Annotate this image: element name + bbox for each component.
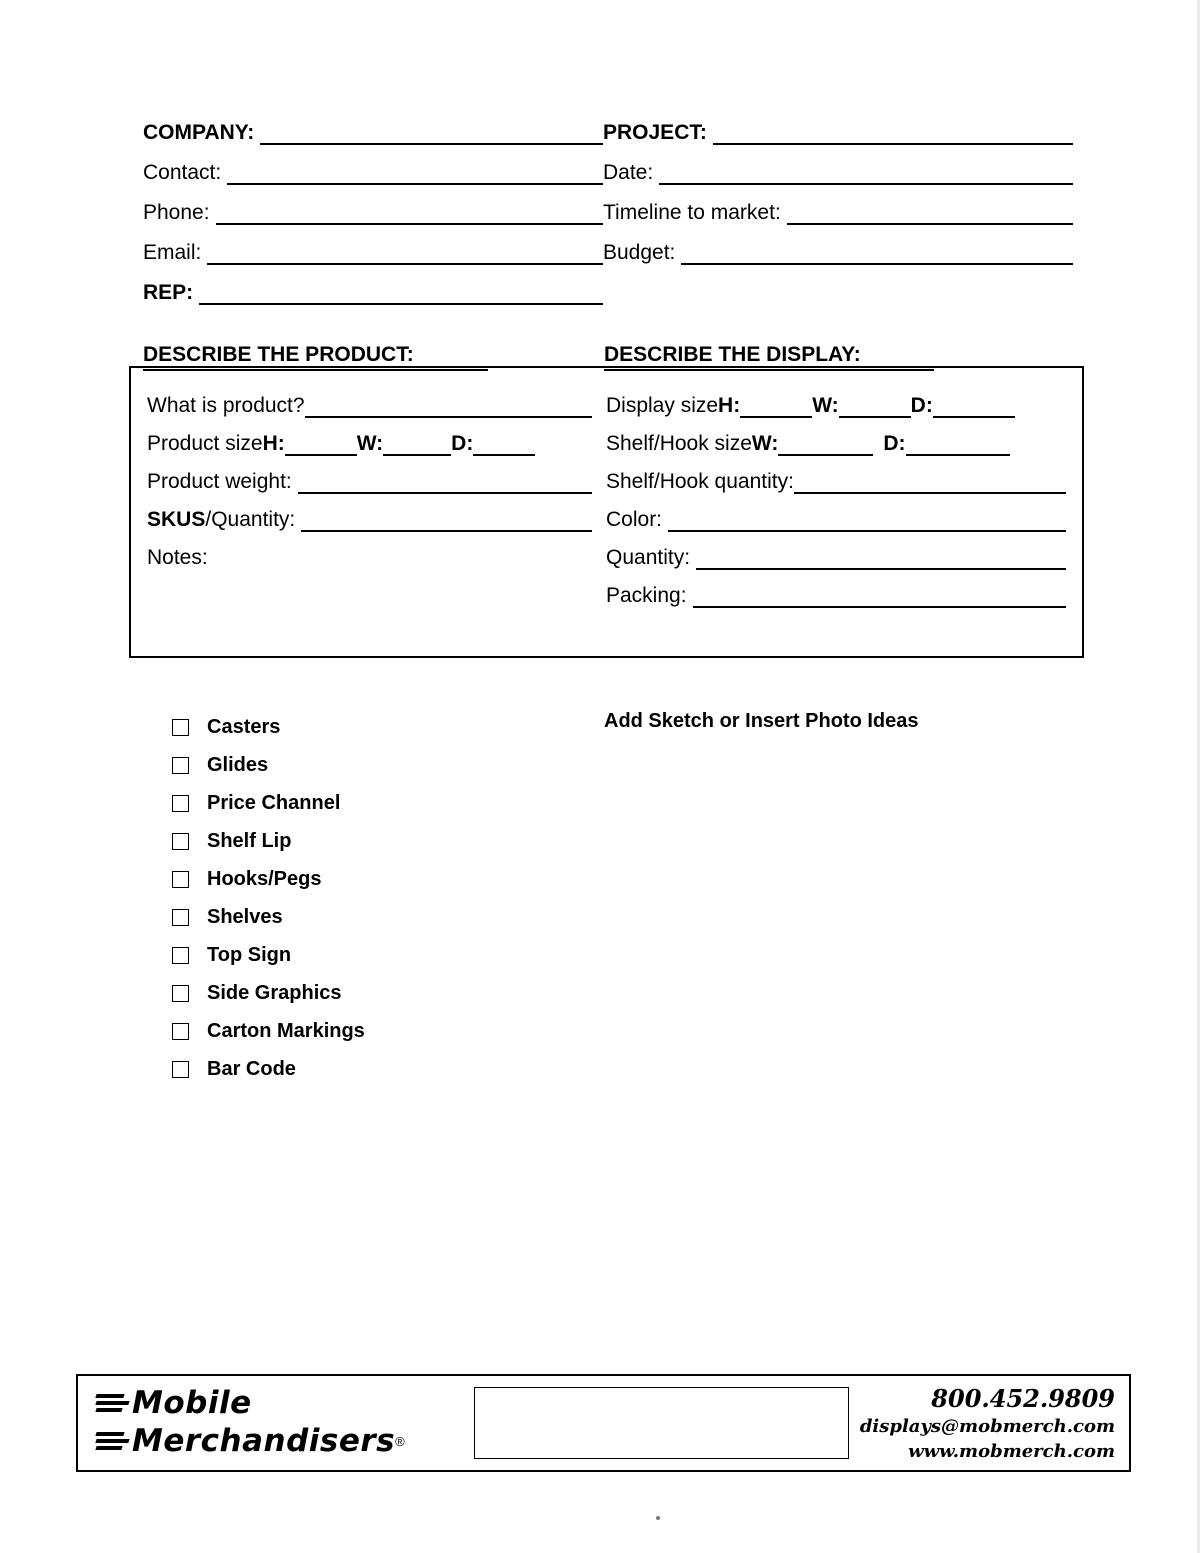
contact-input-line[interactable]: [227, 165, 603, 185]
timeline-input-line[interactable]: [787, 205, 1073, 225]
checklist-item-top-sign[interactable]: [172, 936, 502, 974]
display-size-d-label: D:: [910, 394, 933, 417]
date-input-line[interactable]: [659, 165, 1073, 185]
logo-line-1: [96, 1384, 486, 1422]
checklist-item-shelves[interactable]: [172, 898, 502, 936]
checklist-item-casters[interactable]: [172, 708, 502, 746]
describe-details-box: [129, 366, 1084, 658]
checklist-label: Shelves: [207, 905, 283, 928]
field-display-size: [606, 380, 1066, 418]
product-size-w-input-line[interactable]: [383, 437, 451, 456]
field-timeline: [603, 201, 1073, 225]
packing-label: Packing:: [606, 584, 687, 607]
footer-bar: [76, 1374, 1131, 1472]
display-size-h-label: H:: [718, 394, 741, 417]
field-rep: [143, 281, 603, 305]
checklist-item-side-graphics[interactable]: [172, 974, 502, 1012]
color-label: Color:: [606, 508, 663, 531]
checklist-label: Top Sign: [207, 943, 292, 966]
email-label: Email:: [143, 241, 202, 264]
checklist-item-bar-code[interactable]: [172, 1050, 502, 1088]
shelf-hook-w-input-line[interactable]: [778, 437, 873, 456]
rep-input-line[interactable]: [199, 285, 603, 305]
product-size-d-label: D:: [451, 432, 474, 455]
field-budget: [603, 241, 1073, 265]
skus-label: SKUS: [147, 508, 206, 531]
section-heading-describe-display: DESCRIBE THE DISPLAY:: [604, 343, 934, 371]
checkbox-icon[interactable]: [172, 947, 189, 964]
shelf-hook-w-label: W:: [751, 432, 779, 455]
field-company: [143, 121, 603, 145]
shelf-hook-quantity-input-line[interactable]: [794, 475, 1066, 494]
checkbox-icon[interactable]: [172, 1023, 189, 1040]
footer-email[interactable]: displays@mobmerch.com: [859, 1416, 1115, 1437]
checklist-label: Carton Markings: [207, 1019, 365, 1042]
checkbox-icon[interactable]: [172, 985, 189, 1002]
budget-input-line[interactable]: [681, 245, 1073, 265]
checklist-item-glides[interactable]: [172, 746, 502, 784]
field-email: [143, 241, 603, 265]
company-logo: [96, 1384, 486, 1464]
footer-blank-box[interactable]: [474, 1387, 849, 1459]
field-shelf-hook-size: [606, 418, 1066, 456]
product-weight-input-line[interactable]: [298, 475, 592, 494]
checkbox-icon[interactable]: [172, 719, 189, 736]
display-size-w-label: W:: [812, 394, 839, 417]
phone-input-line[interactable]: [216, 205, 603, 225]
rep-label: REP:: [143, 281, 194, 304]
display-size-d-input-line[interactable]: [933, 399, 1015, 418]
skus-quantity-input-line[interactable]: [301, 513, 592, 532]
field-skus-quantity: [147, 494, 592, 532]
company-label: COMPANY:: [143, 121, 255, 144]
display-size-h-input-line[interactable]: [740, 399, 812, 418]
field-phone: [143, 201, 603, 225]
quantity-label: Quantity:: [606, 546, 691, 569]
checklist-label: Side Graphics: [207, 981, 342, 1004]
shelf-hook-size-label: Shelf/Hook size: [606, 432, 752, 455]
phone-label: Phone:: [143, 201, 210, 224]
speed-lines-icon: [96, 1427, 130, 1455]
sketch-instruction-text: Add Sketch or Insert Photo Ideas: [604, 710, 919, 732]
checkbox-icon[interactable]: [172, 909, 189, 926]
product-weight-label: Product weight:: [147, 470, 292, 493]
footer-phone[interactable]: 800.452.9809: [931, 1384, 1115, 1413]
field-quantity: [606, 532, 1066, 570]
checklist-item-carton-markings[interactable]: [172, 1012, 502, 1050]
field-product-size: [147, 418, 592, 456]
display-size-w-input-line[interactable]: [839, 399, 911, 418]
field-project: [603, 121, 1073, 145]
budget-label: Budget:: [603, 241, 676, 264]
packing-input-line[interactable]: [693, 589, 1066, 608]
checklist-item-shelf-lip[interactable]: [172, 822, 502, 860]
product-size-label: Product size: [147, 432, 263, 455]
section-heading-describe-product: DESCRIBE THE PRODUCT:: [143, 343, 488, 371]
date-label: Date:: [603, 161, 654, 184]
checklist-label: Glides: [207, 753, 269, 776]
checklist-item-price-channel[interactable]: [172, 784, 502, 822]
color-input-line[interactable]: [668, 513, 1066, 532]
checkbox-icon[interactable]: [172, 757, 189, 774]
field-contact: [143, 161, 603, 185]
timeline-label: Timeline to market:: [603, 201, 781, 224]
product-size-h-input-line[interactable]: [285, 437, 357, 456]
logo-text-merchandisers: Merchandisers: [132, 1423, 396, 1459]
logo-line-2: [96, 1422, 486, 1460]
field-what-is-product: [147, 380, 592, 418]
notes-label: Notes:: [147, 546, 208, 569]
project-label: PROJECT:: [603, 121, 707, 144]
product-size-d-input-line[interactable]: [473, 437, 535, 456]
what-is-product-label: What is product?: [147, 394, 305, 417]
checklist-label: Price Channel: [207, 791, 341, 814]
contact-label: Contact:: [143, 161, 222, 184]
shelf-hook-d-label: D:: [883, 432, 906, 455]
shelf-hook-d-input-line[interactable]: [906, 437, 1010, 456]
page-mark: [656, 1516, 660, 1520]
field-notes[interactable]: [147, 532, 592, 570]
quantity-input-line[interactable]: [696, 551, 1066, 570]
shelf-hook-quantity-label: Shelf/Hook quantity:: [606, 470, 794, 493]
speed-lines-icon: [96, 1389, 130, 1417]
options-checklist: [172, 708, 502, 1088]
logo-text-mobile: Mobile: [132, 1385, 252, 1421]
checklist-label: Bar Code: [207, 1057, 296, 1080]
checkbox-icon[interactable]: [172, 833, 189, 850]
display-size-label: Display size: [606, 394, 719, 417]
company-input-line[interactable]: [260, 125, 603, 145]
what-is-product-input-line[interactable]: [305, 399, 592, 418]
project-input-line[interactable]: [713, 125, 1073, 145]
product-size-h-label: H:: [262, 432, 285, 455]
checklist-item-hooks-pegs[interactable]: [172, 860, 502, 898]
checklist-label: Casters: [207, 715, 281, 738]
registered-trademark-icon: ®: [395, 1433, 405, 1449]
skus-quantity-label: /Quantity:: [205, 508, 296, 531]
field-packing: [606, 570, 1066, 608]
checkbox-icon[interactable]: [172, 795, 189, 812]
email-input-line[interactable]: [207, 245, 603, 265]
header-row-rep: [143, 265, 1078, 305]
header-row-contact-date: [143, 145, 1078, 185]
header-row-company-project: [143, 105, 1078, 145]
display-fields-column: [606, 380, 1066, 608]
checklist-label: Shelf Lip: [207, 829, 292, 852]
checklist-label: Hooks/Pegs: [207, 867, 322, 890]
contact-header-block: [143, 105, 1078, 305]
header-row-email-budget: [143, 225, 1078, 265]
checkbox-icon[interactable]: [172, 871, 189, 888]
header-row-phone-timeline: [143, 185, 1078, 225]
product-fields-column: [147, 380, 592, 570]
footer-contact-info: [815, 1384, 1115, 1464]
field-color: [606, 494, 1066, 532]
field-date: [603, 161, 1073, 185]
product-size-w-label: W:: [356, 432, 384, 455]
field-product-weight: [147, 456, 592, 494]
field-shelf-hook-quantity: [606, 456, 1066, 494]
checkbox-icon[interactable]: [172, 1061, 189, 1078]
footer-website[interactable]: www.mobmerch.com: [908, 1441, 1115, 1462]
